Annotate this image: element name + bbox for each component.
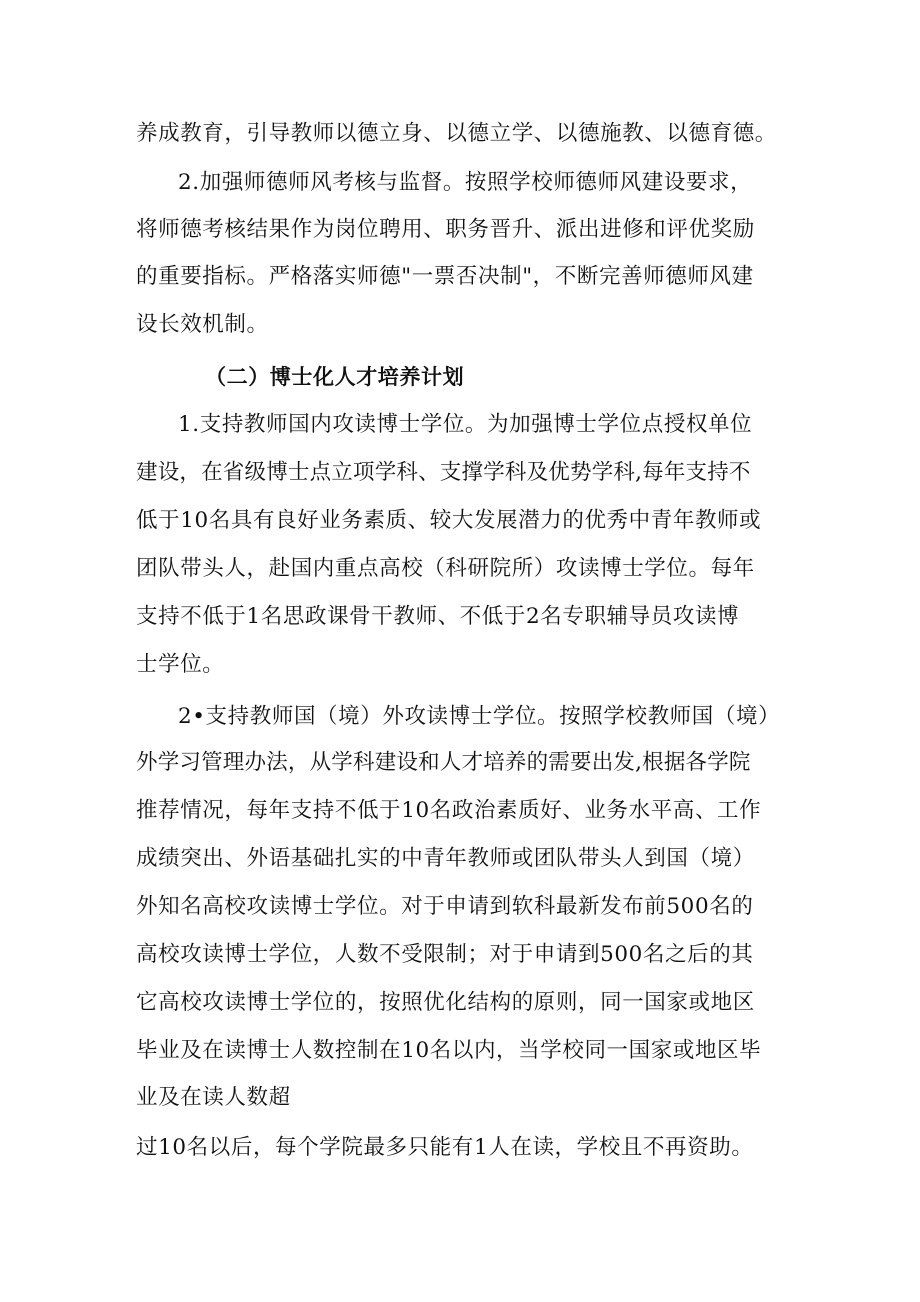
section-heading: （二）博士化人才培养计划 (205, 365, 465, 389)
paragraph-line: 毕业及在读博士人数控制在10名以内，当学校同一国家或地区毕 (136, 1038, 762, 1063)
paragraph-line: 推荐情况，每年支持不低于10名政治素质好、业务水平高、工作 (136, 798, 762, 823)
paragraph-line: 养成教育，引导教师以德立身、以德立学、以德施教、以德育德。 (136, 121, 777, 146)
paragraph-line: 2.加强师德师风考核与监督。按照学校师德师风建设要求， (178, 170, 753, 195)
paragraph-line: 外学习管理办法，从学科建设和人才培养的需要出发,根据各学院 (136, 750, 751, 775)
paragraph-line: 2•支持教师国（境）外攻读博士学位。按照学校教师国（境） (178, 704, 781, 729)
paragraph-line: 低于10名具有良好业务素质、较大发展潜力的优秀中青年教师或 (136, 508, 762, 533)
paragraph-line: 团队带头人，赴国内重点高校（科研院所）攻读博士学位。每年 (136, 556, 755, 581)
paragraph-line: 设长效机制。 (136, 312, 269, 337)
paragraph-line: 高校攻读博士学位，人数不受限制；对于申请到500名之后的其 (136, 942, 754, 967)
paragraph-line: 成绩突出、外语基础扎实的中青年教师或团队带头人到国（境） (136, 846, 755, 871)
paragraph-line: 的重要指标。严格落实师德"一票否决制"，不断完善师德师风建 (136, 264, 754, 289)
paragraph-line: 建设，在省级博士点立项学科、支撑学科及优势学科,每年支持不 (136, 460, 751, 485)
paragraph-line: 将师德考核结果作为岗位聘用、职务晋升、派出进修和评优奖励 (136, 217, 755, 242)
paragraph-line: 1.支持教师国内攻读博士学位。为加强博士学位点授权单位 (178, 412, 753, 437)
paragraph-line: 士学位。 (136, 652, 225, 677)
paragraph-line: 过10名以后，每个学院最多只能有1人在读，学校且不再资助。 (136, 1135, 754, 1160)
paragraph-line: 支持不低于1名思政课骨干教师、不低于2名专职辅导员攻读博 (136, 604, 740, 629)
paragraph-line: 它高校攻读博士学位的，按照优化结构的原则，同一国家或地区 (136, 990, 755, 1015)
paragraph-line: 业及在读人数超 (136, 1085, 291, 1110)
paragraph-line: 外知名高校攻读博士学位。对于申请到软科最新发布前500名的 (136, 894, 754, 919)
